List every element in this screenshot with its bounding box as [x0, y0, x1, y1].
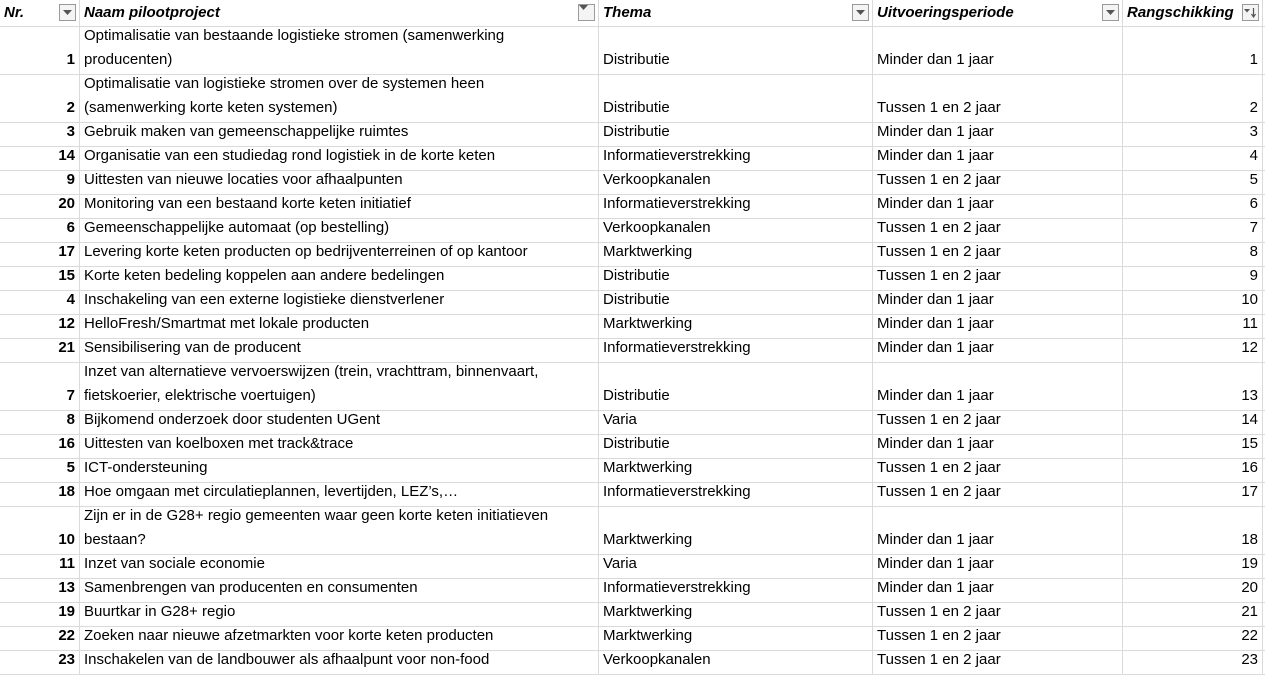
cell-name-line: Inschakelen van de landbouwer als afhaalpunt voor non-food [84, 651, 490, 668]
cell-thema[interactable]: Marktwerking [599, 627, 873, 650]
cell-rank[interactable]: 19 [1123, 555, 1263, 578]
cell-thema[interactable]: Informatieverstrekking [599, 483, 873, 506]
filter-dropdown-icon[interactable] [59, 4, 76, 21]
cell-thema[interactable]: Informatieverstrekking [599, 195, 873, 218]
header-cell-thema[interactable] [599, 0, 873, 26]
cell-name-line: Zoeken naar nieuwe afzetmarkten voor korte keten producten [84, 627, 494, 644]
cell-nr[interactable]: 22 [0, 627, 80, 650]
cell-periode[interactable]: Minder dan 1 jaar [873, 339, 1123, 362]
table-row [0, 315, 1265, 339]
cell-periode[interactable]: Tussen 1 en 2 jaar [873, 627, 1123, 650]
cell-name[interactable] [80, 75, 599, 122]
cell-rank[interactable]: 1 [1123, 27, 1263, 74]
cell-name[interactable] [80, 507, 599, 554]
cell-rank[interactable]: 20 [1123, 579, 1263, 602]
table-body [0, 27, 1265, 675]
cell-name-line: Inschakeling van een externe logistieke dienstverlener [84, 291, 445, 308]
cell-nr[interactable]: 3 [0, 123, 80, 146]
cell-nr[interactable]: 14 [0, 147, 80, 170]
cell-name[interactable] [80, 651, 599, 674]
cell-thema[interactable]: Distributie [599, 75, 873, 122]
table-row [0, 243, 1265, 267]
cell-name-line: Monitoring van een bestaand korte keten initiatief [84, 195, 411, 212]
cell-nr[interactable]: 10 [0, 507, 80, 554]
cell-periode[interactable]: Minder dan 1 jaar [873, 123, 1123, 146]
cell-periode[interactable]: Minder dan 1 jaar [873, 555, 1123, 578]
cell-periode[interactable]: Tussen 1 en 2 jaar [873, 603, 1123, 626]
cell-name-line: Buurtkar in G28+ regio [84, 603, 236, 620]
cell-periode[interactable]: Minder dan 1 jaar [873, 363, 1123, 410]
cell-rank[interactable]: 16 [1123, 459, 1263, 482]
table-row [0, 291, 1265, 315]
cell-name-line: Organisatie van een studiedag rond logistiek in de korte keten [84, 147, 496, 164]
cell-periode[interactable]: Minder dan 1 jaar [873, 579, 1123, 602]
cell-thema[interactable]: Distributie [599, 363, 873, 410]
cell-name[interactable] [80, 411, 599, 434]
table-row [0, 507, 1265, 555]
filter-dropdown-icon[interactable] [1102, 4, 1119, 21]
cell-thema[interactable]: Marktwerking [599, 507, 873, 554]
header-label-rank: Rangschikking [1127, 4, 1234, 21]
cell-rank[interactable]: 18 [1123, 507, 1263, 554]
cell-name[interactable] [80, 435, 599, 458]
cell-nr[interactable]: 20 [0, 195, 80, 218]
cell-name-line: Bijkomend onderzoek door studenten UGent [84, 411, 381, 428]
table-row [0, 219, 1265, 243]
cell-nr[interactable]: 17 [0, 243, 80, 266]
cell-name[interactable] [80, 459, 599, 482]
cell-name-line: bestaan? [84, 531, 146, 548]
cell-thema[interactable]: Marktwerking [599, 459, 873, 482]
cell-nr[interactable]: 19 [0, 603, 80, 626]
filter-dropdown-icon[interactable] [578, 4, 595, 21]
cell-name-line: Gemeenschappelijke automaat (op bestelling) [84, 219, 390, 236]
cell-name-line: Levering korte keten producten op bedrijventerreinen of op kantoor [84, 243, 528, 260]
cell-nr[interactable]: 5 [0, 459, 80, 482]
cell-periode[interactable]: Tussen 1 en 2 jaar [873, 267, 1123, 290]
table-row [0, 27, 1265, 75]
cell-nr[interactable]: 9 [0, 171, 80, 194]
cell-name[interactable] [80, 315, 599, 338]
cell-name[interactable] [80, 483, 599, 506]
table-row [0, 147, 1265, 171]
cell-thema[interactable]: Marktwerking [599, 315, 873, 338]
cell-rank[interactable]: 21 [1123, 603, 1263, 626]
header-label-name: Naam pilootproject [84, 4, 220, 21]
cell-nr[interactable]: 11 [0, 555, 80, 578]
cell-rank[interactable]: 8 [1123, 243, 1263, 266]
cell-rank[interactable]: 6 [1123, 195, 1263, 218]
cell-thema[interactable]: Informatieverstrekking [599, 339, 873, 362]
cell-name[interactable] [80, 243, 599, 266]
cell-periode[interactable]: Tussen 1 en 2 jaar [873, 651, 1123, 674]
cell-periode[interactable]: Tussen 1 en 2 jaar [873, 483, 1123, 506]
cell-nr[interactable]: 4 [0, 291, 80, 314]
cell-name[interactable] [80, 195, 599, 218]
cell-thema[interactable]: Distributie [599, 267, 873, 290]
cell-periode[interactable]: Tussen 1 en 2 jaar [873, 243, 1123, 266]
cell-name-line: HelloFresh/Smartmat met lokale producten [84, 315, 370, 332]
cell-rank[interactable]: 2 [1123, 75, 1263, 122]
cell-periode[interactable]: Tussen 1 en 2 jaar [873, 219, 1123, 242]
cell-rank[interactable]: 14 [1123, 411, 1263, 434]
cell-periode[interactable]: Tussen 1 en 2 jaar [873, 75, 1123, 122]
cell-name-line: Zijn er in de G28+ regio gemeenten waar geen korte keten initiatieven [84, 507, 549, 524]
cell-periode[interactable]: Minder dan 1 jaar [873, 435, 1123, 458]
cell-periode[interactable]: Tussen 1 en 2 jaar [873, 459, 1123, 482]
table-row [0, 363, 1265, 411]
cell-name-line: ICT-ondersteuning [84, 459, 208, 476]
header-cell-periode[interactable] [873, 0, 1123, 26]
cell-rank[interactable]: 10 [1123, 291, 1263, 314]
cell-name-line: Sensibilisering van de producent [84, 339, 301, 356]
table-row [0, 555, 1265, 579]
header-cell-nr[interactable] [0, 0, 80, 26]
cell-name[interactable] [80, 627, 599, 650]
cell-name[interactable] [80, 147, 599, 170]
header-label-thema: Thema [603, 4, 652, 21]
filter-dropdown-icon[interactable] [852, 4, 869, 21]
table-row [0, 123, 1265, 147]
table-row [0, 459, 1265, 483]
cell-periode[interactable]: Minder dan 1 jaar [873, 507, 1123, 554]
cell-periode[interactable]: Minder dan 1 jaar [873, 195, 1123, 218]
cell-name-line: Gebruik maken van gemeenschappelijke ruimtes [84, 123, 409, 140]
cell-name[interactable] [80, 123, 599, 146]
cell-rank[interactable]: 22 [1123, 627, 1263, 650]
table-row [0, 651, 1265, 675]
cell-rank[interactable]: 3 [1123, 123, 1263, 146]
table-row [0, 171, 1265, 195]
cell-periode[interactable]: Minder dan 1 jaar [873, 147, 1123, 170]
cell-thema[interactable]: Varia [599, 555, 873, 578]
cell-periode[interactable]: Minder dan 1 jaar [873, 315, 1123, 338]
cell-nr[interactable]: 7 [0, 363, 80, 410]
cell-periode[interactable]: Minder dan 1 jaar [873, 27, 1123, 74]
cell-thema[interactable]: Distributie [599, 291, 873, 314]
table-row [0, 267, 1265, 291]
cell-thema[interactable]: Marktwerking [599, 603, 873, 626]
cell-name-line: Hoe omgaan met circulatieplannen, levertijden, LEZ’s,… [84, 483, 459, 500]
cell-thema[interactable]: Informatieverstrekking [599, 579, 873, 602]
cell-nr[interactable]: 13 [0, 579, 80, 602]
cell-rank[interactable]: 17 [1123, 483, 1263, 506]
cell-rank[interactable]: 4 [1123, 147, 1263, 170]
cell-name[interactable] [80, 603, 599, 626]
cell-name-line: Optimalisatie van bestaande logistieke stromen (samenwerking [84, 27, 505, 44]
cell-thema[interactable]: Distributie [599, 27, 873, 74]
header-cell-rank[interactable] [1123, 0, 1263, 26]
cell-name-line: (samenwerking korte keten systemen) [84, 99, 338, 116]
table-row [0, 75, 1265, 123]
cell-rank[interactable]: 9 [1123, 267, 1263, 290]
cell-periode[interactable]: Minder dan 1 jaar [873, 291, 1123, 314]
cell-rank[interactable]: 5 [1123, 171, 1263, 194]
cell-nr[interactable]: 1 [0, 27, 80, 74]
cell-thema[interactable]: Distributie [599, 435, 873, 458]
header-label-periode: Uitvoeringsperiode [877, 4, 1014, 21]
table-row [0, 195, 1265, 219]
cell-periode[interactable]: Tussen 1 en 2 jaar [873, 171, 1123, 194]
table-row [0, 411, 1265, 435]
cell-periode[interactable]: Tussen 1 en 2 jaar [873, 411, 1123, 434]
cell-name-line: Uittesten van nieuwe locaties voor afhaalpunten [84, 171, 403, 188]
cell-nr[interactable]: 8 [0, 411, 80, 434]
cell-name[interactable] [80, 555, 599, 578]
cell-name-line: Optimalisatie van logistieke stromen over de systemen heen [84, 75, 485, 92]
cell-nr[interactable]: 16 [0, 435, 80, 458]
cell-nr[interactable]: 23 [0, 651, 80, 674]
table-row [0, 603, 1265, 627]
cell-rank[interactable]: 12 [1123, 339, 1263, 362]
cell-nr[interactable]: 15 [0, 267, 80, 290]
cell-name[interactable] [80, 27, 599, 74]
cell-thema[interactable]: Verkoopkanalen [599, 651, 873, 674]
cell-rank[interactable]: 11 [1123, 315, 1263, 338]
cell-thema[interactable]: Verkoopkanalen [599, 219, 873, 242]
table-row [0, 339, 1265, 363]
cell-thema[interactable]: Verkoopkanalen [599, 171, 873, 194]
header-label-nr: Nr. [4, 4, 25, 21]
cell-thema[interactable]: Informatieverstrekking [599, 147, 873, 170]
cell-name-line: Samenbrengen van producenten en consumenten [84, 579, 418, 596]
cell-thema[interactable]: Marktwerking [599, 243, 873, 266]
header-cell-name[interactable] [80, 0, 599, 26]
cell-nr[interactable]: 18 [0, 483, 80, 506]
cell-rank[interactable]: 7 [1123, 219, 1263, 242]
cell-name-line: fietskoerier, elektrische voertuigen) [84, 387, 316, 404]
cell-name-line: producenten) [84, 51, 173, 68]
table-row [0, 627, 1265, 651]
cell-rank[interactable]: 23 [1123, 651, 1263, 674]
sort-descending-filter-icon[interactable] [1242, 4, 1259, 21]
cell-name[interactable] [80, 291, 599, 314]
cell-name[interactable] [80, 219, 599, 242]
cell-name[interactable] [80, 171, 599, 194]
cell-thema[interactable]: Distributie [599, 123, 873, 146]
table-row [0, 579, 1265, 603]
cell-nr[interactable]: 6 [0, 219, 80, 242]
cell-rank[interactable]: 13 [1123, 363, 1263, 410]
cell-name-line: Inzet van sociale economie [84, 555, 265, 572]
table-row [0, 435, 1265, 459]
cell-nr[interactable]: 2 [0, 75, 80, 122]
cell-name[interactable] [80, 339, 599, 362]
cell-nr[interactable]: 12 [0, 315, 80, 338]
cell-name[interactable] [80, 267, 599, 290]
cell-name-line: Korte keten bedeling koppelen aan andere bedelingen [84, 267, 445, 284]
table-row [0, 483, 1265, 507]
cell-rank[interactable]: 15 [1123, 435, 1263, 458]
cell-nr[interactable]: 21 [0, 339, 80, 362]
cell-name-line: Inzet van alternatieve vervoerswijzen (trein, vrachttram, binnenvaart, [84, 363, 539, 380]
cell-name[interactable] [80, 579, 599, 602]
cell-name-line: Uittesten van koelboxen met track&trace [84, 435, 354, 452]
header-row [0, 0, 1265, 27]
cell-name[interactable] [80, 363, 599, 410]
cell-thema[interactable]: Varia [599, 411, 873, 434]
